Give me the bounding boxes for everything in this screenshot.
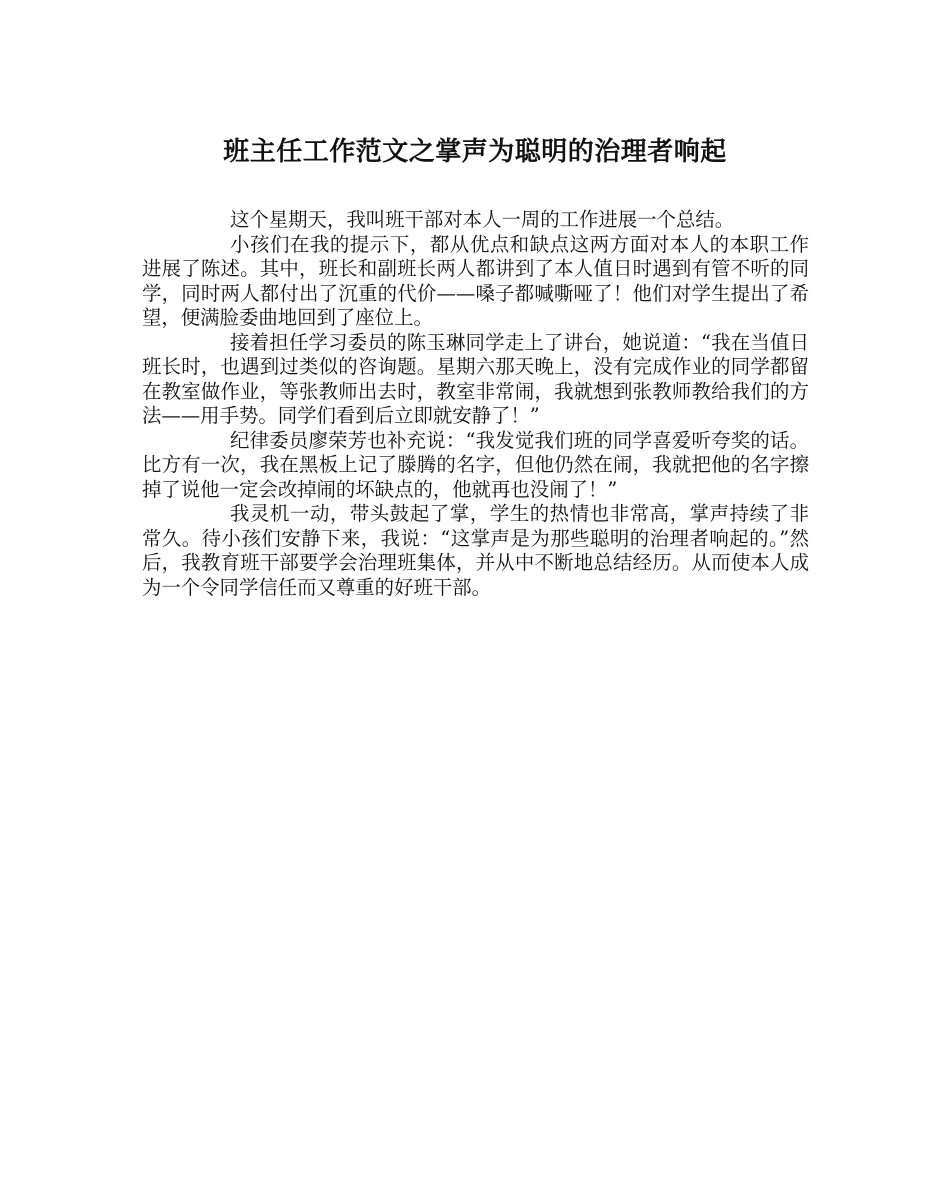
document-body	[142, 208, 809, 600]
paragraph: 这个星期天，我叫班干部对本人一周的工作进展一个总结。	[230, 208, 735, 231]
document-title: 班主任工作范文之掌声为聪明的治理者响起	[223, 137, 727, 167]
paragraph: 小孩们在我的提示下，都从优点和缺点这两方面对本人的本职工作进展了陈述。其中，班长和副班长两人都讲到了本人值日时遇到有管不听的同学，同时两人都付出了沉重的代价——嗓子都喊嘶哑了！他们对学生提出了希望，便满脸委曲地回到了座位上。	[142, 232, 809, 329]
paragraph: 我灵机一动，带头鼓起了掌，学生的热情也非常高，掌声持续了非常久。待小孩们安静下来，我说：“这掌声是为那些聪明的治理者响起的。”然后，我教育班干部要学会治理班集体，并从中不断地总结经历。从而使本人成为一个令同学信任而又尊重的好班干部。	[142, 502, 809, 599]
paragraph: 纪律委员廖荣芳也补充说：“我发觉我们班的同学喜爱听夸奖的话。比方有一次，我在黑板上记了滕腾的名字，但他仍然在闹，我就把他的名字擦掉了说他一定会改掉闹的坏缺点的，他就再也没闹了！”	[142, 428, 809, 501]
paragraph: 接着担任学习委员的陈玉琳同学走上了讲台，她说道：“我在当值日班长时，也遇到过类似的咨询题。星期六那天晚上，没有完成作业的同学都留在教室做作业，等张教师出去时，教室非常闹，我就想到张教师教给我们的方法——用手势。同学们看到后立即就安静了！”	[142, 330, 809, 427]
